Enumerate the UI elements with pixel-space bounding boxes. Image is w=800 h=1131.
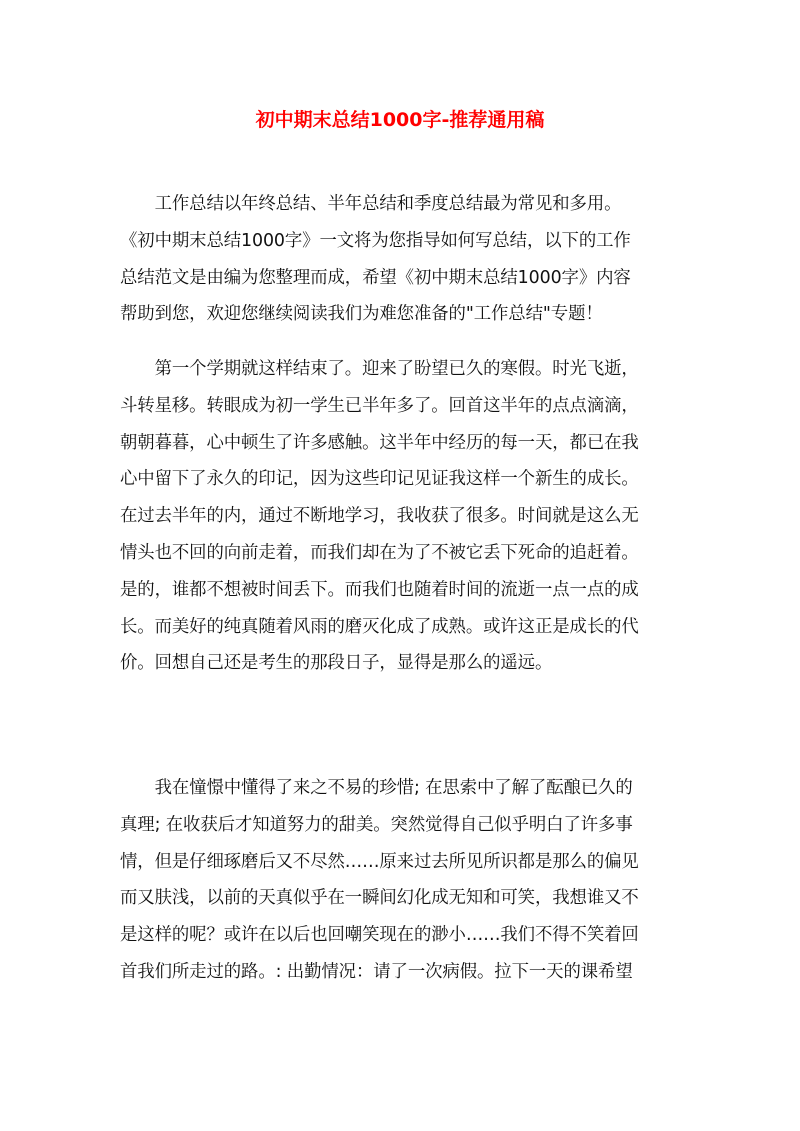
text-line: 真理; 在收获后才知道努力的甜美。突然觉得自己似乎明白了许多事 [120,814,633,835]
text-line: 首我们所走过的路。: 出勤情况：请了一次病假。拉下一天的课希望 [120,961,633,982]
text-line: 价。回想自己还是考生的那段日子，显得是那么的遥远。 [120,653,553,674]
paragraph-semester [120,351,685,682]
text-line: 帮助到您，欢迎您继续阅读我们为难您准备的"工作总结"专题！ [120,304,603,325]
text-line: 情，但是仔细琢磨后又不尽然……原来过去所见所识都是那么的偏见 [120,851,639,872]
text-line: 长。而美好的纯真随着风雨的磨灭化成了成熟。或许这正是成长的代 [120,616,639,637]
text-line: 情头也不回的向前走着，而我们却在为了不被它丢下死命的追赶着。 [120,542,639,563]
text-line: 而又肤浅，以前的天真似乎在一瞬间幻化成无知和可笑，我想谁又不 [120,888,639,909]
document-title: 初中期末总结1000字-推荐通用稿 [255,109,545,131]
text-line: 是这样的呢？或许在以后也回嘲笑现在的渺小……我们不得不笑着回 [120,925,639,946]
text-line: 《初中期末总结1000字》一文将为您指导如何写总结，以下的工作 [120,230,631,251]
text-line: 朝朝暮暮，心中顿生了许多感触。这半年中经历的每一天，都已在我 [120,432,639,453]
text-line: 工作总结以年终总结、半年总结和季度总结最为常见和多用。 [120,194,622,214]
text-line: 是的，谁都不想被时间丢下。而我们也随着时间的流逝一点一点的成 [120,579,639,600]
text-line: 心中留下了永久的印记，因为这些印记见证我这样一个新生的成长。 [120,469,639,490]
text-line: 总结范文是由编为您整理而成，希望《初中期末总结1000字》内容 [120,267,631,288]
paragraph-reflection [120,770,685,991]
paragraph-intro [120,186,685,333]
text-line: 我在憧憬中懂得了来之不易的珍惜; 在思索中了解了酝酿已久的 [120,778,633,798]
text-line: 在过去半年的内，通过不断地学习，我收获了很多。时间就是这么无 [120,506,639,527]
text-line: 斗转星移。转眼成为初一学生已半年多了。回首这半年的点点滴滴， [120,395,639,416]
text-line: 第一个学期就这样结束了。迎来了盼望已久的寒假。时光飞逝， [120,359,639,379]
